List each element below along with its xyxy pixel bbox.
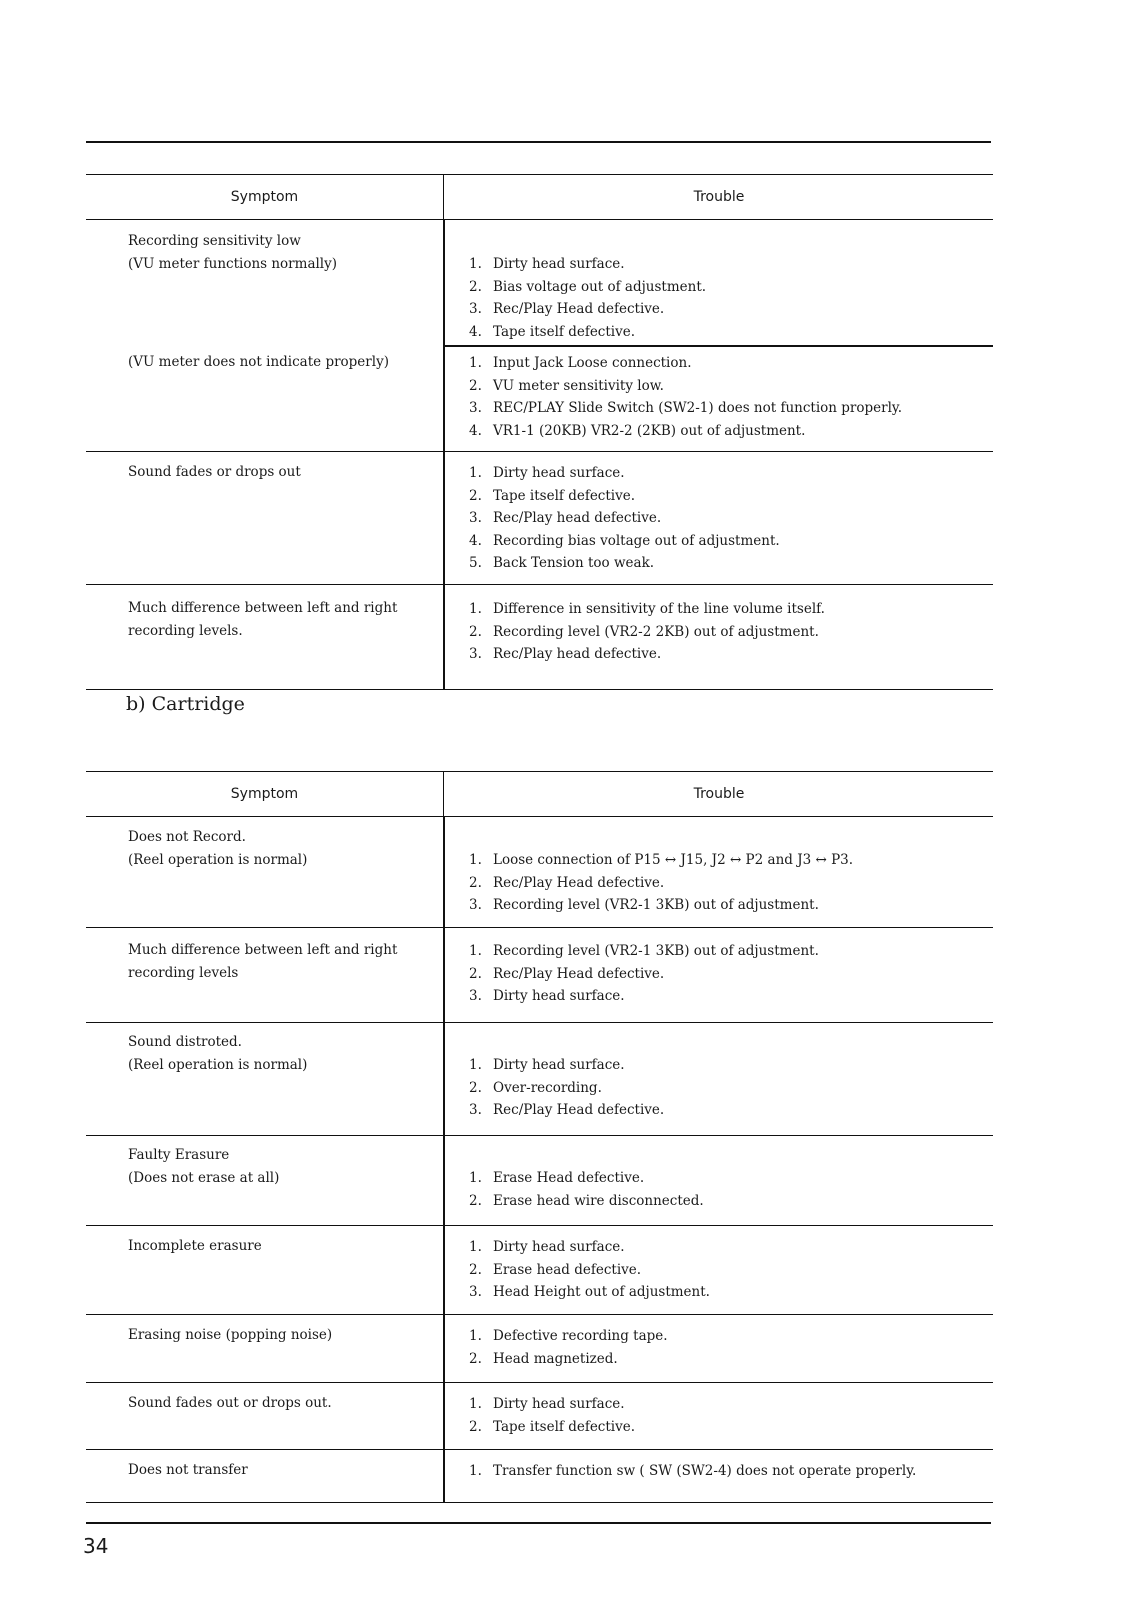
trouble-item: 2. Rec/Play Head defective. [469, 874, 665, 891]
section-title-cartridge: b) Cartridge [126, 693, 245, 715]
symptom-line: Does not transfer [128, 1462, 248, 1478]
trouble-cell [469, 1393, 989, 1438]
trouble-item: 1. Dirty head surface. [469, 1239, 625, 1255]
trouble-item: 1. Input Jack Loose connection. [469, 355, 692, 371]
trouble-cell [469, 940, 989, 1008]
table-header [86, 771, 993, 817]
trouble-item: 4. Recording bias voltage out of adjustment. [469, 532, 780, 549]
trouble-item: 2. Tape itself defective. [469, 1418, 636, 1435]
trouble-cell [469, 462, 989, 575]
trouble-cell [469, 849, 989, 917]
symptom-cell [128, 1144, 428, 1189]
header-symptom: Symptom [230, 189, 299, 205]
top-rule [86, 141, 991, 143]
trouble-item: 1. Dirty head surface. [469, 256, 625, 272]
trouble-item: 4. VR1-1 (20KB) VR2-2 (2KB) out of adjustment. [469, 422, 806, 439]
header-symptom: Symptom [230, 786, 299, 802]
symptom-cell [128, 351, 428, 374]
symptom-line: Sound distroted. [128, 1034, 242, 1050]
symptom-line: (Reel operation is normal) [128, 851, 308, 868]
symptom-cell [128, 461, 428, 484]
header-trouble: Trouble [443, 772, 994, 816]
table-row [86, 1450, 993, 1503]
header-trouble: Trouble [443, 175, 994, 219]
symptom-cell [128, 597, 428, 642]
symptom-cell [128, 1324, 428, 1347]
trouble-item: 1. Dirty head surface. [469, 1057, 625, 1073]
symptom-cell [128, 826, 428, 871]
trouble-item: 2. VU meter sensitivity low. [469, 377, 664, 394]
trouble-item: 2. Head magnetized. [469, 1350, 618, 1367]
trouble-item: 3. Head Height out of adjustment. [469, 1284, 710, 1300]
table-row [86, 1383, 993, 1450]
table-row [86, 1136, 993, 1226]
trouble-cell [469, 352, 989, 442]
trouble-cell [469, 1167, 989, 1212]
trouble-item: 1. Defective recording tape. [469, 1328, 668, 1344]
bottom-rule [86, 1522, 991, 1524]
table-row [86, 220, 993, 452]
symptom-line: Much difference between left and right [128, 600, 398, 616]
symptom-cell [128, 1031, 428, 1076]
symptom-line: Sound fades out or drops out. [128, 1395, 332, 1411]
trouble-item: 3. Dirty head surface. [469, 988, 625, 1004]
table-body [86, 220, 993, 690]
symptom-line: (VU meter functions normally) [128, 255, 338, 272]
table-row [86, 928, 993, 1023]
trouble-item: 3. Recording level (VR2-1 3KB) out of adjustment. [469, 897, 819, 913]
trouble-item: 5. Back Tension too weak. [469, 555, 655, 571]
trouble-item: 2. Tape itself defective. [469, 487, 636, 504]
table-row [86, 585, 993, 690]
symptom-line: (Does not erase at all) [128, 1169, 280, 1186]
sub-row-rule [443, 345, 993, 347]
table-body [86, 817, 993, 1503]
trouble-item: 1. Recording level (VR2-1 3KB) out of adjustment. [469, 943, 819, 959]
trouble-item: 2. Over-recording. [469, 1079, 602, 1096]
trouble-item: 2. Bias voltage out of adjustment. [469, 278, 707, 295]
trouble-item: 1. Transfer function sw ( SW (SW2-4) does not operate properly. [469, 1463, 917, 1479]
symptom-cell [128, 1459, 428, 1482]
symptom-line: recording levels [128, 964, 239, 981]
trouble-item: 1. Dirty head surface. [469, 1396, 625, 1412]
trouble-item: 2. Recording level (VR2-2 2KB) out of adjustment. [469, 623, 819, 640]
table-row [86, 1315, 993, 1383]
symptom-line: (Reel operation is normal) [128, 1056, 308, 1073]
trouble-cell [469, 1054, 989, 1122]
trouble-item: 1. Erase Head defective. [469, 1170, 645, 1186]
symptom-cell [128, 939, 428, 984]
symptom-line: Does not Record. [128, 829, 246, 845]
trouble-item: 3. Rec/Play Head defective. [469, 301, 665, 317]
table-row [86, 452, 993, 585]
trouble-cell [469, 253, 989, 343]
symptom-line: recording levels. [128, 622, 243, 639]
trouble-item: 4. Tape itself defective. [469, 323, 636, 340]
symptom-line: (VU meter does not indicate properly) [128, 354, 389, 370]
symptom-line: Erasing noise (popping noise) [128, 1327, 333, 1343]
troubleshooting-table-b [86, 771, 993, 1503]
trouble-item: 3. Rec/Play head defective. [469, 646, 662, 662]
symptom-line: Sound fades or drops out [128, 464, 301, 480]
symptom-line: Faulty Erasure [128, 1147, 230, 1163]
trouble-cell [469, 1236, 989, 1304]
table-row [86, 1023, 993, 1136]
trouble-cell [469, 1325, 989, 1370]
trouble-item: 1. Difference in sensitivity of the line volume itself. [469, 601, 825, 617]
symptom-cell [128, 1392, 428, 1415]
trouble-item: 2. Rec/Play Head defective. [469, 965, 665, 982]
symptom-line: Incomplete erasure [128, 1238, 262, 1254]
symptom-line: Recording sensitivity low [128, 233, 301, 249]
symptom-cell [128, 1235, 428, 1258]
trouble-item: 2. Erase head defective. [469, 1261, 642, 1278]
trouble-cell [469, 1460, 989, 1483]
table-row [86, 817, 993, 928]
trouble-item: 1. Loose connection of P15 ↔ J15, J2 ↔ P2 and J3 ↔ P3. [469, 852, 854, 868]
trouble-item: 3. Rec/Play Head defective. [469, 1102, 665, 1118]
symptom-cell [128, 230, 428, 275]
trouble-item: 3. Rec/Play head defective. [469, 510, 662, 526]
trouble-item: 2. Erase head wire disconnected. [469, 1192, 704, 1209]
table-row [86, 1226, 993, 1315]
trouble-cell [469, 598, 989, 666]
troubleshooting-table-a [86, 174, 993, 690]
table-header [86, 174, 993, 220]
page-number: 34 [83, 1534, 109, 1558]
trouble-item: 1. Dirty head surface. [469, 465, 625, 481]
symptom-line: Much difference between left and right [128, 942, 398, 958]
trouble-item: 3. REC/PLAY Slide Switch (SW2-1) does not function properly. [469, 400, 903, 416]
